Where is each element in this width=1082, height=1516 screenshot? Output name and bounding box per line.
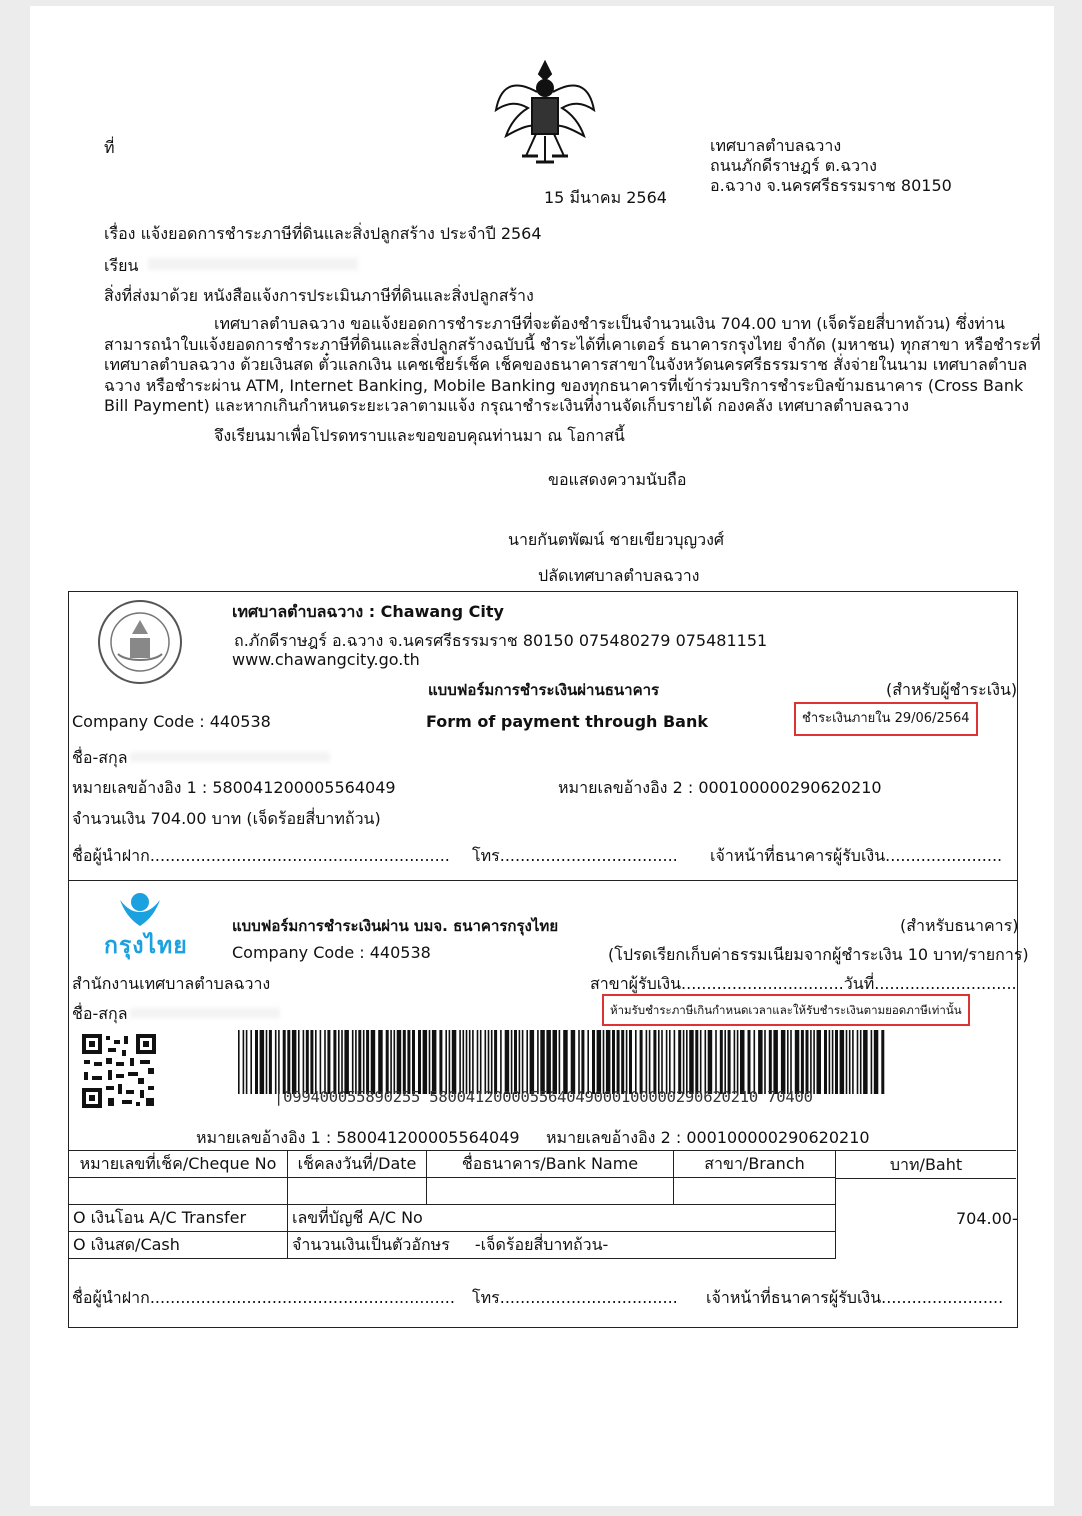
baht-amount: 704.00- — [956, 1209, 1018, 1228]
payment-warning: ห้ามรับชำระภาษีเกินกำหนดเวลาและให้รับชำระเงินตามยอดภาษีเท่านั้น — [602, 994, 970, 1026]
amount-in-words: -เจ็ดร้อยสี่บาทถ้วน- — [474, 1234, 609, 1254]
letter-recipient: เรียน — [104, 256, 139, 275]
office-line: อ.ฉวาง จ.นครศรีธรรมราช 80150 — [710, 176, 952, 195]
baht-column-header: บาท/Baht — [836, 1150, 1016, 1179]
bank-company-code: Company Code : 440538 — [232, 943, 431, 962]
table-header-row — [69, 1151, 836, 1178]
letter-subject: เรื่อง แจ้งยอดการชำระภาษีที่ดินและสิ่งปลูกสร้าง ประจำปี 2564 — [104, 224, 542, 243]
reference-1: หมายเลขอ้างอิง 1 : 580041200005564049 — [72, 778, 396, 797]
column-header: ชื่อธนาคาร/Bank Name — [427, 1151, 674, 1178]
office-line: เทศบาลตำบลฉวาง — [710, 136, 842, 155]
form-title-thai: แบบฟอร์มการชำระเงินผ่านธนาคาร — [428, 681, 660, 699]
redacted-bank-payer-name — [130, 1008, 280, 1018]
body-line: เทศบาลตำบลฉวาง ขอแจ้งยอดการชำระภาษีที่จะต้องชำระเป็นจำนวนเงิน 704.00 บาท (เจ็ดร้อยสี่บาทถ้วน) ซึ่งท่าน — [214, 314, 1005, 333]
body-line: สามารถนำใบแจ้งยอดการชำระภาษีที่ดินและสิ่งปลูกสร้างฉบับนี้ ชำระได้ที่เคาเตอร์ ธนาคารกรุงไทย จำกัด (มหาชน) ทุกสาขา หรือชำระที่ — [104, 334, 1041, 354]
depositor-name-field: ชื่อผู้นำฝาก........................................................... — [72, 846, 450, 865]
column-header: สาขา/Branch — [674, 1151, 836, 1178]
form-title-english: Form of payment through Bank — [426, 712, 708, 731]
krungthai-bird-logo-icon — [118, 886, 162, 930]
for-bank-label: (สำหรับธนาคาร) — [900, 916, 1019, 935]
cash-option: O เงินสด/Cash — [69, 1232, 288, 1259]
table-row — [69, 1205, 836, 1232]
company-code: Company Code : 440538 — [72, 712, 271, 731]
account-number-field: เลขที่บัญชี A/C No — [288, 1205, 836, 1232]
letter-enclosure: สิ่งที่ส่งมาด้วย หนังสือแจ้งการประเมินภาษีที่ดินและสิ่งปลูกสร้าง — [104, 286, 534, 305]
bank-payer-name-label: ชื่อ-สกุล — [72, 1004, 128, 1023]
fee-note: (โปรดเรียกเก็บค่าธรรมเนียมจากผู้ชำระเงิน 10 บาท/รายการ) — [608, 945, 1029, 964]
amount-in-words-cell — [288, 1232, 836, 1259]
barcode-digits: |099400055890255 580041200005564049000100000290620210 70400 — [274, 1088, 813, 1106]
table-row — [69, 1232, 836, 1259]
bank-reference-1: หมายเลขอ้างอิง 1 : 580041200005564049 — [196, 1128, 520, 1147]
branch-cell — [674, 1178, 836, 1205]
cheque-date-cell — [288, 1178, 427, 1205]
amount-due: จำนวนเงิน 704.00 บาท (เจ็ดร้อยสี่บาทถ้วน) — [72, 809, 381, 828]
body-line: เทศบาลตำบลฉวาง ด้วยเงินสด ตั๋วแลกเงิน แคชเชียร์เช็ค เช็คของธนาคารสาขาในจังหวัดนครศรีธรรมราช สั่งจ่ายในนาม เทศบาลตำบล — [104, 355, 1028, 374]
payment-barcode — [238, 1030, 888, 1094]
bank-name-cell — [427, 1178, 674, 1205]
org-website: www.chawangcity.go.th — [232, 650, 420, 669]
bank-reference-2: หมายเลขอ้างอิง 2 : 000100000290620210 — [546, 1128, 870, 1147]
signer-name: นายกันตพัฒน์ ชายเขียวบุญวงศ์ — [508, 530, 725, 549]
cheque-no-cell — [69, 1178, 288, 1205]
amount-in-words-label: จำนวนเงินเป็นตัวอักษร — [292, 1234, 450, 1254]
column-header: หมายเลขที่เช็ค/Cheque No — [69, 1151, 288, 1178]
redacted-payer-name — [130, 752, 330, 762]
bank-depositor-name-field: ชื่อผู้นำฝาก............................................................ — [72, 1288, 455, 1307]
for-payer-label: (สำหรับผู้ชำระเงิน) — [886, 680, 1018, 699]
payment-detail-table — [68, 1150, 836, 1259]
table-row — [69, 1178, 836, 1205]
receiving-branch-date-field: สาขาผู้รับเงิน................................วันที่............................ — [590, 974, 1017, 993]
column-header: เช็คลงวันที่/Date — [288, 1151, 427, 1178]
sender-office-address — [710, 136, 952, 196]
redacted-recipient-name — [148, 258, 358, 270]
regards: ขอแสดงความนับถือ — [548, 470, 687, 489]
letter-date: 15 มีนาคม 2564 — [544, 188, 667, 207]
bank-form-title: แบบฟอร์มการชำระเงินผ่าน บมจ. ธนาคารกรุงไทย — [232, 917, 559, 935]
municipal-office-label: สำนักงานเทศบาลตำบลฉวาง — [72, 974, 271, 993]
payment-due-date: ชำระเงินภายใน 29/06/2564 — [794, 702, 978, 736]
bank-officer-field: เจ้าหน้าที่ธนาคารผู้รับเงิน....................... — [710, 846, 1003, 865]
telephone-field: โทร................................... — [472, 846, 678, 865]
body-line: Bill Payment) และหากเกินกำหนดระยะเวลาตามแจ้ง กรุณาชำระเงินที่งานจัดเก็บรายได้ กองคลัง เทศบาลตำบลฉวาง — [104, 396, 910, 415]
closing-line: จึงเรียนมาเพื่อโปรดทราบและขอขอบคุณท่านมา ณ โอกาสนี้ — [214, 426, 625, 445]
reference-number-label: ที่ — [104, 138, 115, 157]
office-line: ถนนภักดีราษฎร์ ต.ฉวาง — [710, 156, 877, 175]
letter-body — [104, 314, 1041, 417]
garuda-emblem-icon — [492, 58, 598, 168]
krungthai-logo-text: กรุงไทย — [104, 933, 188, 959]
payer-name-label: ชื่อ-สกุล — [72, 748, 128, 767]
qr-code-icon — [82, 1034, 156, 1108]
bank-telephone-field: โทร................................... — [472, 1288, 678, 1307]
letter-page — [30, 6, 1054, 1506]
body-line: ฉวาง หรือชำระผ่าน ATM, Internet Banking, Mobile Banking ของทุกธนาคารที่เข้าร่วมบริการชำระบิลข้ามธนาคาร (Cross Bank — [104, 375, 1024, 395]
org-name: เทศบาลตำบลฉวาง : Chawang City — [232, 602, 504, 621]
reference-2: หมายเลขอ้างอิง 2 : 000100000290620210 — [558, 778, 882, 797]
transfer-option: O เงินโอน A/C Transfer — [69, 1205, 288, 1232]
signer-title: ปลัดเทศบาลตำบลฉวาง — [538, 566, 700, 585]
org-address: ถ.ภักดีราษฎร์ อ.ฉวาง จ.นครศรีธรรมราช 80150 075480279 075481151 — [234, 631, 768, 650]
municipality-seal-icon — [96, 598, 184, 686]
bank-receiving-officer-field: เจ้าหน้าที่ธนาคารผู้รับเงิน........................ — [706, 1288, 1004, 1307]
